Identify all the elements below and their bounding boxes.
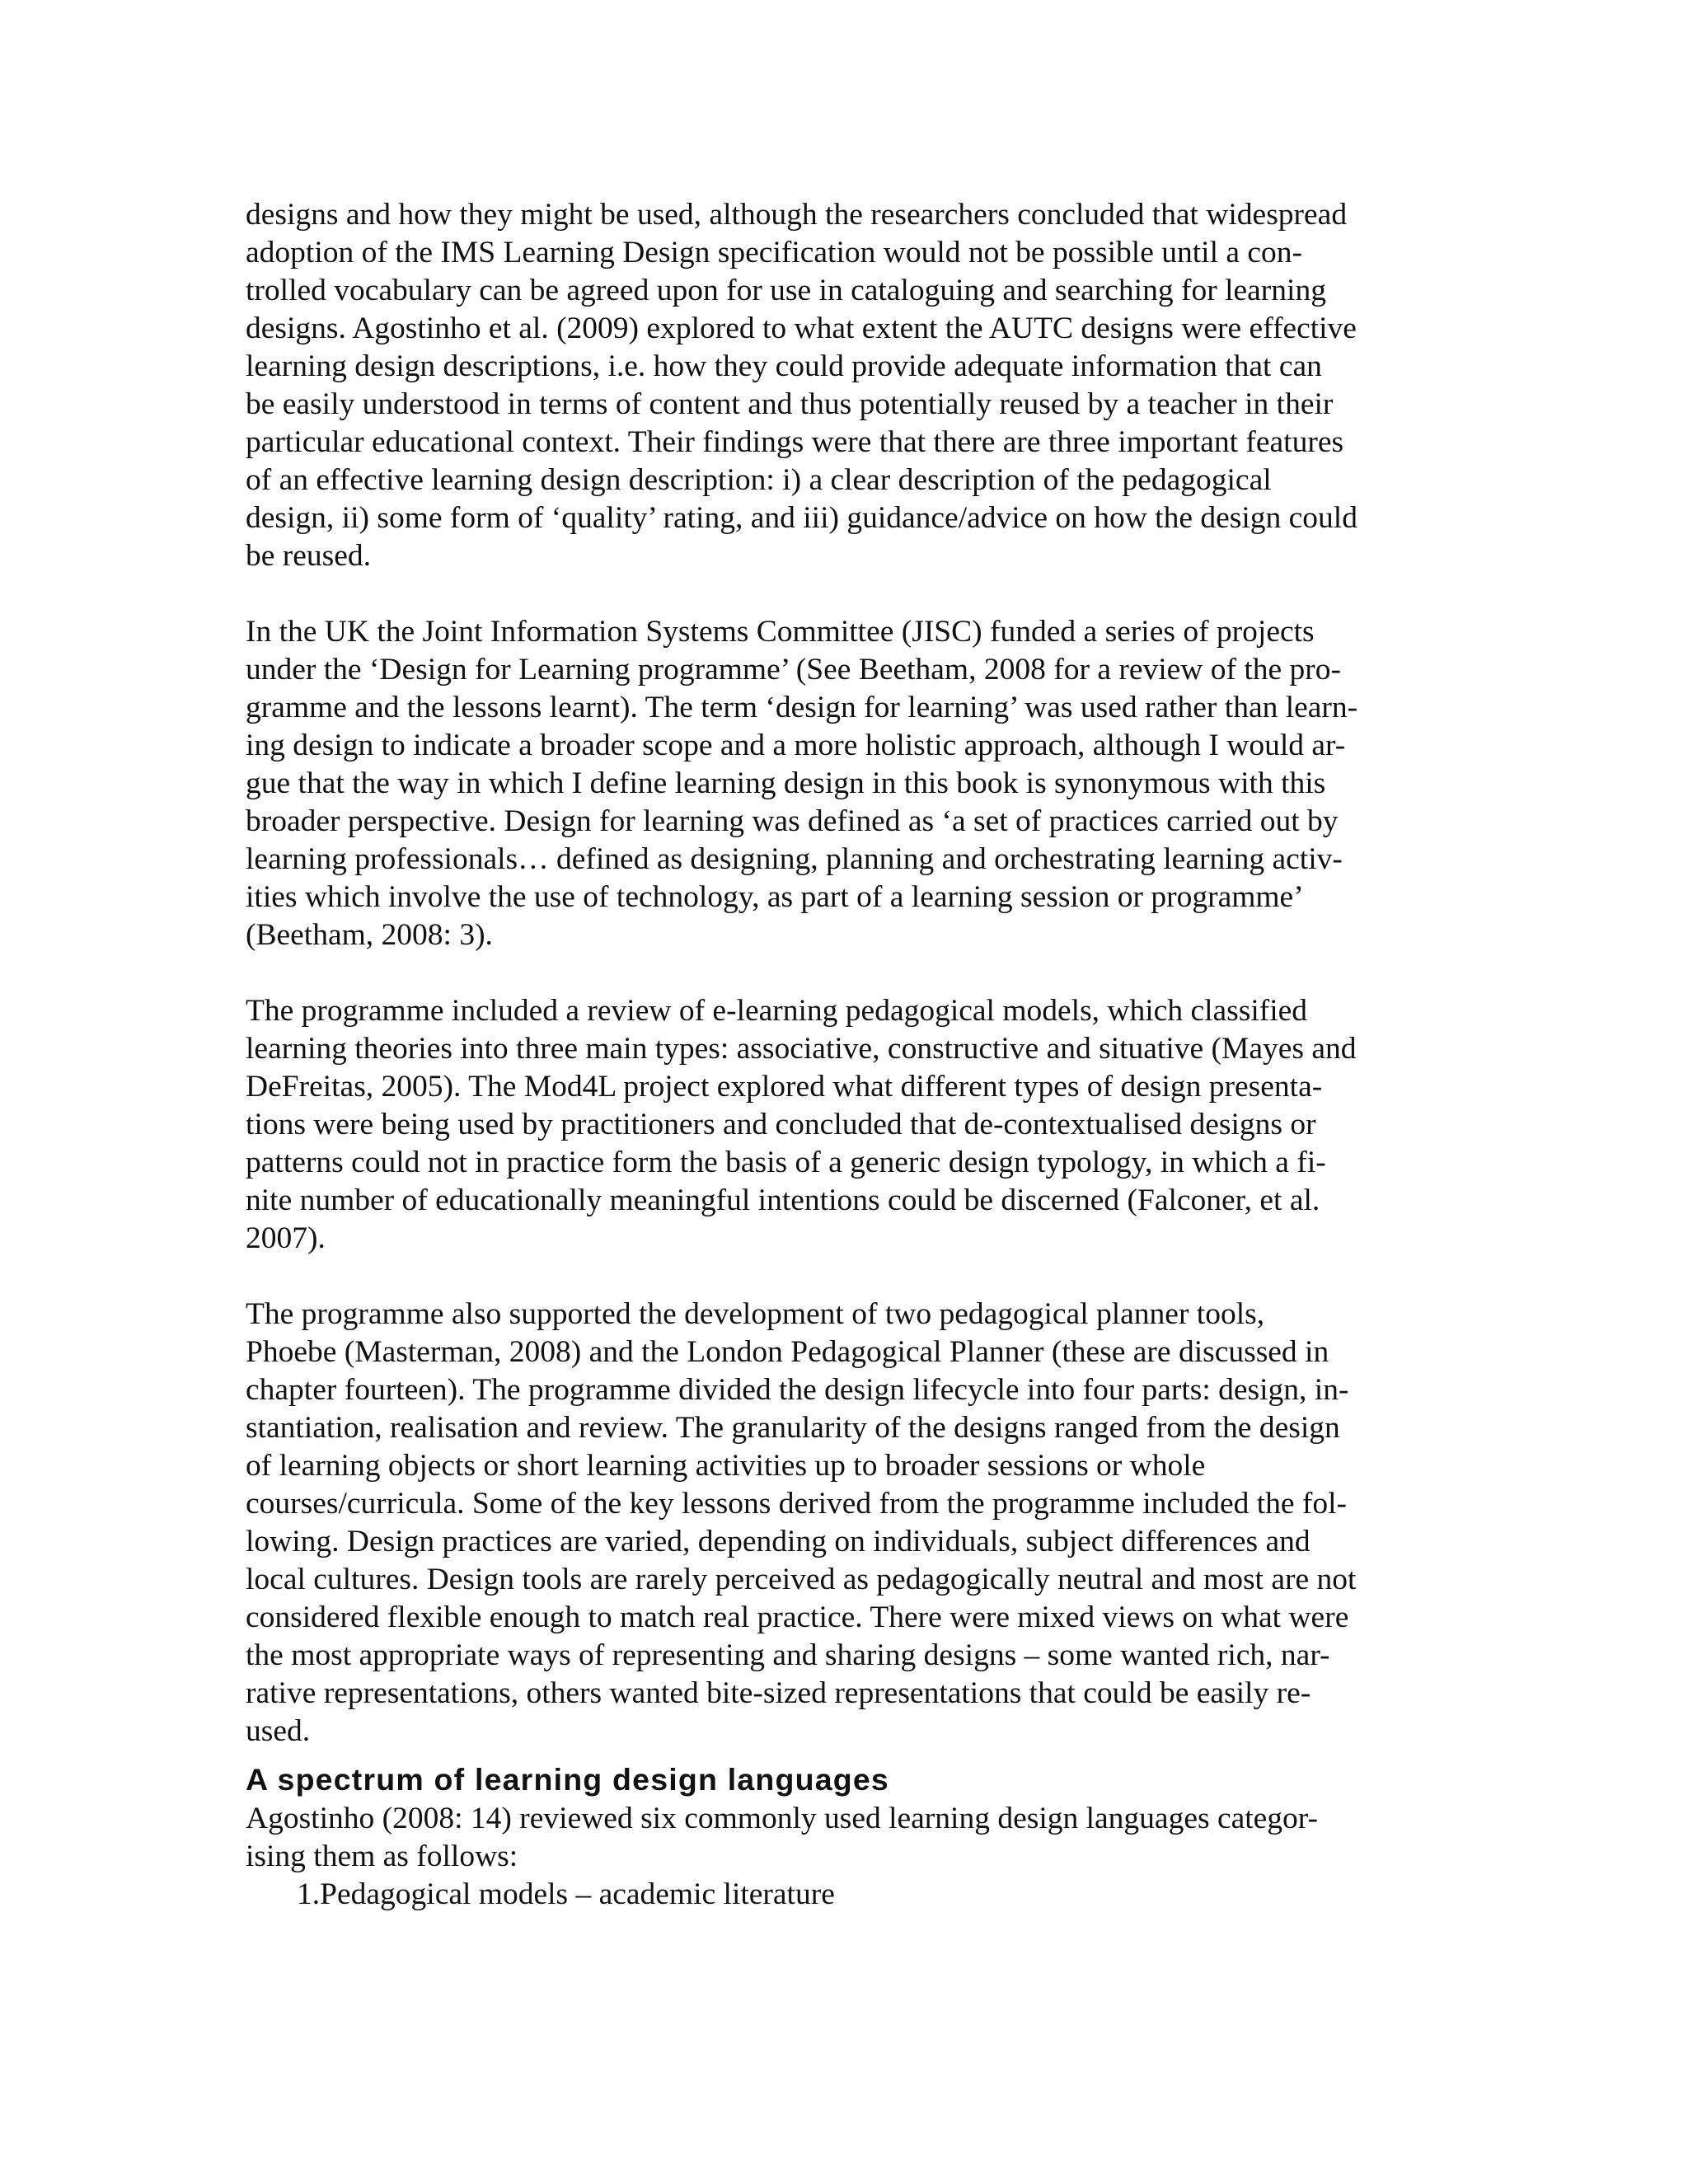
text-line: Agostinho (2008: 14) reviewed six commonly used learning design languages categor-: [246, 1802, 1319, 1835]
list-item: 1.Pedagogical models – academic literature: [297, 1877, 835, 1911]
section-heading: A spectrum of learning design languages: [246, 1762, 889, 1797]
text-line: ities which involve the use of technology, as part of a learning session or programme’: [246, 880, 1304, 914]
body-paragraph: [246, 613, 1432, 954]
text-line: the most appropriate ways of representing and sharing designs – some wanted rich, nar-: [246, 1638, 1330, 1672]
text-line: be easily understood in terms of content and thus potentially reused by a teacher in their: [246, 387, 1334, 421]
text-line: gramme and the lessons learnt). The term ‘design for learning’ was used rather than learn-: [246, 691, 1358, 724]
body-paragraph: [246, 992, 1432, 1258]
text-line: of an effective learning design description: i) a clear description of the pedagogical: [246, 463, 1272, 497]
paragraph-spacer: [246, 954, 1432, 992]
text-line: rative representations, others wanted bite-sized representations that could be easily re-: [246, 1676, 1311, 1710]
section-intro: [246, 1800, 1432, 1876]
body-paragraph: [246, 1296, 1432, 1750]
text-line: DeFreitas, 2005). The Mod4L project explored what different types of design presenta-: [246, 1070, 1323, 1104]
text-line: be reused.: [246, 539, 372, 573]
text-line: (Beetham, 2008: 3).: [246, 918, 493, 952]
text-line: particular educational context. Their findings were that there are three important features: [246, 425, 1344, 459]
text-line: designs and how they might be used, although the researchers concluded that widespread: [246, 198, 1348, 232]
text-line: learning design descriptions, i.e. how they could provide adequate information that can: [246, 349, 1322, 383]
numbered-list: [246, 1876, 1432, 1914]
text-line: under the ‘Design for Learning programme’ (See Beetham, 2008 for a review of the pro-: [246, 653, 1342, 687]
text-line: The programme included a review of e-learning pedagogical models, which classified: [246, 994, 1308, 1028]
text-line: ing design to indicate a broader scope and a more holistic approach, although I would ar-: [246, 729, 1346, 762]
text-line: considered flexible enough to match real practice. There were mixed views on what were: [246, 1601, 1349, 1634]
text-line: design, ii) some form of ‘quality’ rating, and iii) guidance/advice on how the design could: [246, 501, 1357, 535]
text-line: of learning objects or short learning activities up to broader sessions or whole: [246, 1449, 1206, 1483]
text-line: ising them as follows:: [246, 1840, 518, 1873]
text-line: 2007).: [246, 1221, 326, 1255]
text-line: trolled vocabulary can be agreed upon for use in cataloguing and searching for learning: [246, 274, 1326, 307]
text-line: designs. Agostinho et al. (2009) explored to what extent the AUTC designs were effective: [246, 312, 1357, 345]
text-line: learning theories into three main types: associative, constructive and situative (Mayes and: [246, 1032, 1357, 1066]
text-line: broader perspective. Design for learning was defined as ‘a set of practices carried out by: [246, 804, 1339, 838]
text-line: used.: [246, 1714, 311, 1748]
text-line: adoption of the IMS Learning Design specification would not be possible until a con-: [246, 236, 1303, 269]
text-line: patterns could not in practice form the basis of a generic design typology, in which a fi-: [246, 1146, 1326, 1179]
text-line: chapter fourteen). The programme divided the design lifecycle into four parts: design, in-: [246, 1373, 1349, 1407]
text-line: lowing. Design practices are varied, depending on individuals, subject differences and: [246, 1525, 1311, 1558]
text-line: learning professionals… defined as designing, planning and orchestrating learning activ-: [246, 842, 1343, 876]
text-line: nite number of educationally meaningful intentions could be discerned (Falconer, et al.: [246, 1183, 1320, 1217]
text-line: courses/curricula. Some of the key lessons derived from the programme included the fol-: [246, 1487, 1348, 1521]
paragraph-spacer: [246, 575, 1432, 613]
text-line: stantiation, realisation and review. The granularity of the designs ranged from the design: [246, 1411, 1340, 1445]
text-line: Phoebe (Masterman, 2008) and the London Pedagogical Planner (these are discussed in: [246, 1335, 1329, 1369]
text-line: tions were being used by practitioners and concluded that de-contextualised designs or: [246, 1108, 1316, 1141]
text-line: local cultures. Design tools are rarely perceived as pedagogically neutral and most are not: [246, 1563, 1357, 1596]
paragraph-spacer: [246, 1258, 1432, 1296]
text-line: The programme also supported the development of two pedagogical planner tools,: [246, 1297, 1265, 1331]
body-paragraph: [246, 196, 1432, 575]
text-line: In the UK the Joint Information Systems Committee (JISC) funded a series of projects: [246, 615, 1315, 649]
text-line: gue that the way in which I define learning design in this book is synonymous with this: [246, 766, 1326, 800]
document-page: [246, 196, 1432, 1914]
